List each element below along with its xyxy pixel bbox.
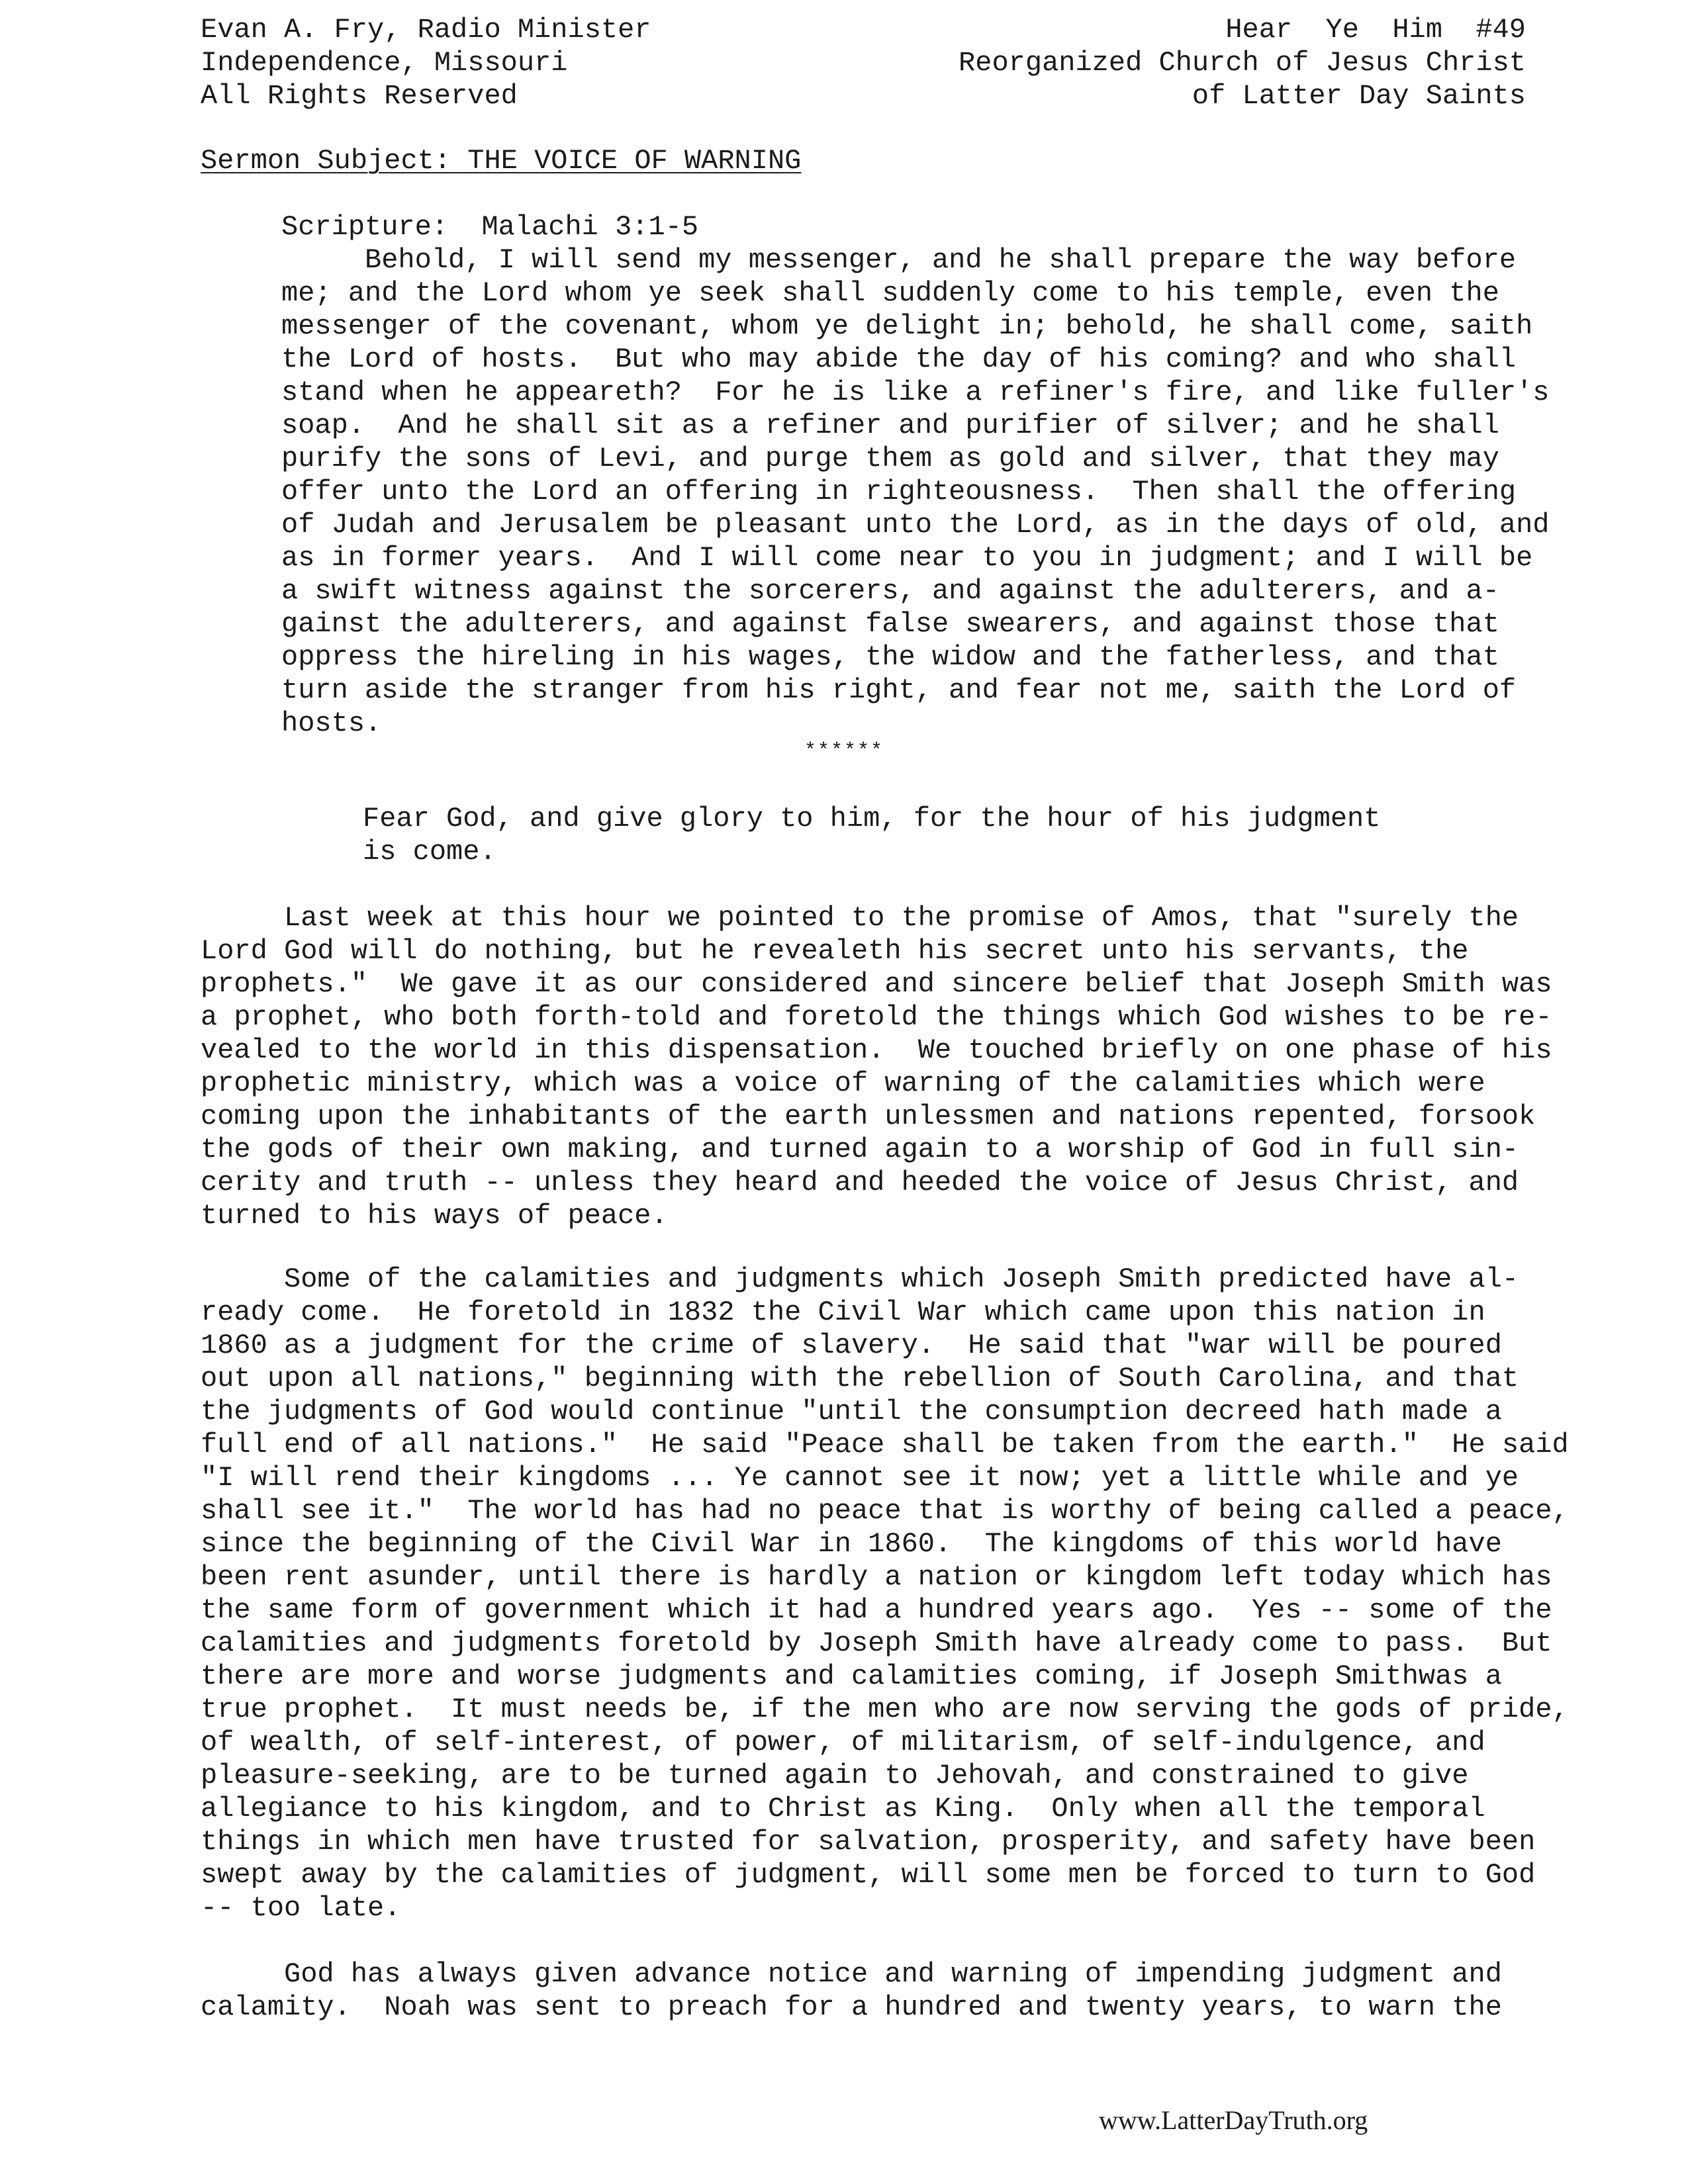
paragraph-line: cerity and truth -- unless they heard and heeded the voice of Jesus Christ, and [201,1167,1519,1199]
scripture-line: offer unto the Lord an offering in righteousness. Then shall the offering [281,476,1517,508]
scripture-line: me; and the Lord whom ye seek shall suddenly come to his temple, even the [281,277,1499,309]
paragraph-line: shall see it." The world has had no peace that is worthy of being called a peace, [201,1495,1569,1527]
paragraph-2 [201,1263,1569,1925]
paragraph-line: 1860 as a judgment for the crime of slavery. He said that "war will be poured [201,1330,1502,1361]
scripture-line: hosts. [281,707,382,739]
paragraph-line: full end of all nations." He said "Peace shall be taken from the earth." He said [201,1429,1569,1461]
scripture-line: gainst the adulterers, and against false swearers, and against those that [281,608,1499,640]
scripture-line: the Lord of hosts. But who may abide the day of his coming? and who shall [281,343,1517,375]
paragraph-line: a prophet, who both forth-told and foretold the things which God wishes to be re- [201,1001,1552,1033]
paragraph-line: out upon all nations," beginning with the rebellion of South Carolina, and that [201,1363,1519,1394]
paragraph-line: Lord God will do nothing, but he revealeth his secret unto his servants, the [201,935,1469,967]
paragraph-1 [201,901,1552,1232]
scripture-line: as in former years. And I will come near to you in judgment; and I will be [281,542,1533,574]
church-name-line2: of Latter Day Saints [1192,80,1526,112]
paragraph-line: been rent asunder, until there is hardly a nation or kingdom left today which has [201,1561,1552,1593]
theme-quote [363,802,1380,868]
author-name: Evan A. Fry, Radio Minister [201,14,651,46]
paragraph-line: the judgments of God would continue "until the consumption decreed hath made a [201,1396,1502,1428]
paragraph-line: of wealth, of self-interest, of power, of militarism, of self-indulgence, and [201,1727,1485,1758]
paragraph-line: turned to his ways of peace. [201,1200,668,1232]
paragraph-line: -- too late. [201,1892,401,1924]
paragraph-line: Some of the calamities and judgments which Joseph Smith predicted have al- [201,1263,1519,1295]
church-name-line1: Reorganized Church of Jesus Christ [959,47,1526,79]
paragraph-line: prophetic ministry, which was a voice of warning of the calamities which were [201,1068,1485,1099]
header-left [201,13,651,113]
scripture-line: messenger of the covenant, whom ye delight in; behold, he shall come, saith [281,310,1533,342]
paragraph-3 [201,1958,1502,2024]
paragraph-line: calamities and judgments foretold by Joseph Smith have already come to pass. But [201,1627,1552,1659]
paragraph-line: Last week at this hour we pointed to the promise of Amos, that "surely the [201,902,1519,934]
scripture-line: stand when he appeareth? For he is like a refiner's fire, and like fuller's [281,377,1550,408]
sermon-subject [201,144,801,177]
paragraph-line: ready come. He foretold in 1832 the Civil War which came upon this nation in [201,1297,1485,1328]
paragraph-line: the same form of government which it had a hundred years ago. Yes -- some of the [201,1594,1552,1626]
paragraph-line: swept away by the calamities of judgment, will some men be forced to turn to God [201,1859,1536,1891]
subject-title: THE VOICE OF WARNING [467,145,802,177]
footer-website: www.LatterDayTruth.org [1099,2105,1368,2135]
scripture-line: soap. And he shall sit as a refiner and purifier of silver; and he shall [281,410,1499,441]
scripture-line: Behold, I will send my messenger, and he shall prepare the way before [281,244,1517,276]
paragraph-line: calamity. Noah was sent to preach for a hundred and twenty years, to warn the [201,1991,1502,2023]
paragraph-line: there are more and worse judgments and calamities coming, if Joseph Smithwas a [201,1661,1502,1692]
scripture-line: of Judah and Jerusalem be pleasant unto the Lord, as in the days of old, and [281,509,1550,541]
paragraph-line: true prophet. It must needs be, if the men who are now serving the gods of pride, [201,1694,1569,1725]
quote-line: Fear God, and give glory to him, for the hour of his judgment [363,803,1381,835]
paragraph-line: since the beginning of the Civil War in 1860. The kingdoms of this world have [201,1528,1502,1560]
header-right [959,13,1526,113]
scripture-label: Scripture: Malachi 3:1-5 [281,211,699,243]
paragraph-line: vealed to the world in this dispensation. We touched briefly on one phase of his [201,1034,1552,1066]
series-title: Hear Ye Him #49 [1225,14,1526,46]
scripture-line: purify the sons of Levi, and purge them as gold and silver, that they may [281,443,1499,475]
paragraph-line: coming upon the inhabitants of the earth unlessmen and nations repented, forsook [201,1101,1536,1132]
author-location: Independence, Missouri [201,47,568,79]
paragraph-line: prophets." We gave it as our considered and sincere belief that Joseph Smith was [201,968,1552,1000]
scripture-line: oppress the hireling in his wages, the widow and the fatherless, and that [281,641,1499,673]
separator-asterisks: ****** [804,740,884,762]
paragraph-line: "I will rend their kingdoms ... Ye cannot see it now; yet a little while and ye [201,1462,1519,1494]
subject-label: Sermon Subject: [201,145,451,177]
scripture-line: a swift witness against the sorcerers, and against the adulterers, and a- [281,575,1499,607]
paragraph-line: the gods of their own making, and turned again to a worship of God in full sin- [201,1134,1519,1165]
paragraph-line: things in which men have trusted for salvation, prosperity, and safety have been [201,1826,1536,1858]
paragraph-line: pleasure-seeking, are to be turned again to Jehovah, and constrained to give [201,1760,1469,1792]
scripture-block [281,210,1550,740]
quote-line: is come. [363,836,496,868]
paragraph-line: allegiance to his kingdom, and to Christ as King. Only when all the temporal [201,1793,1485,1825]
scripture-line: turn aside the stranger from his right, and fear not me, saith the Lord of [281,674,1517,706]
rights-notice: All Rights Reserved [201,80,518,112]
paragraph-line: God has always given advance notice and warning of impending judgment and [201,1958,1502,1990]
